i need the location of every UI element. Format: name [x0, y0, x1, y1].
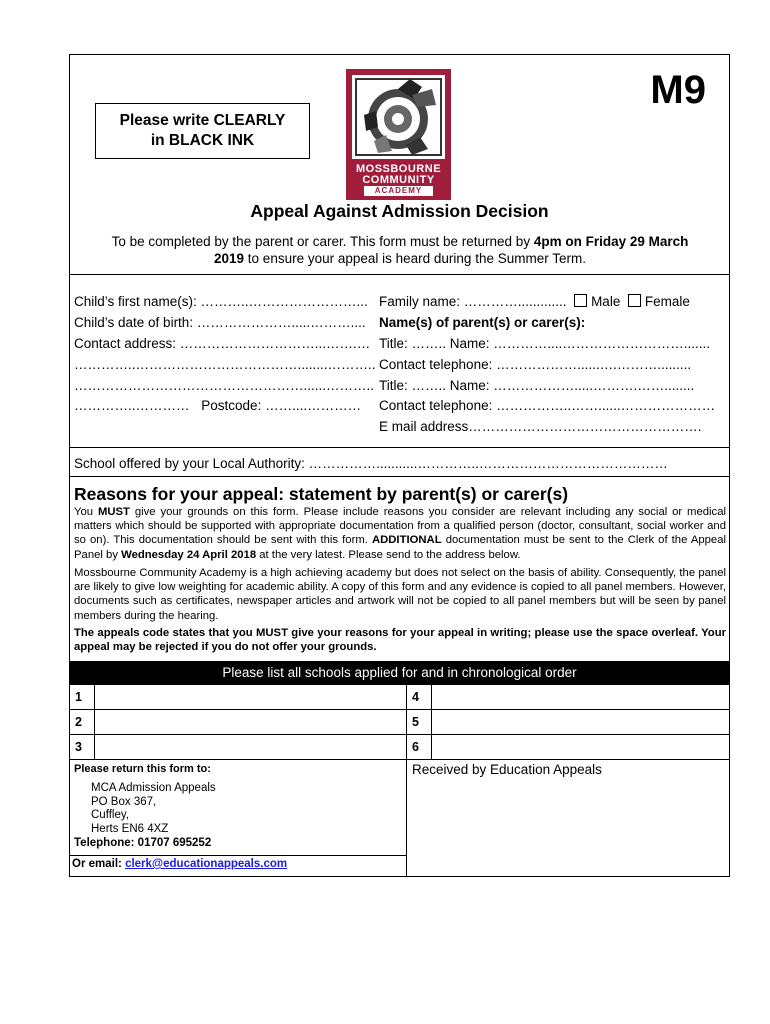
row-number: 1: [70, 685, 95, 710]
parent-2-telephone-field[interactable]: Contact telephone: ……………..……......…………………: [379, 398, 716, 413]
contact-address-line-3[interactable]: ……………………………………………......………..: [74, 378, 375, 393]
return-telephone: Telephone: 01707 695252: [74, 837, 212, 849]
page-title: Appeal Against Admission Decision: [250, 201, 549, 221]
email-address-field[interactable]: E mail address…………………………………………….: [379, 419, 702, 434]
divider-4: [69, 855, 406, 856]
notice-line-1: Please write CLEARLY: [119, 112, 286, 129]
postcode-field: Postcode: ……....…………: [201, 398, 362, 413]
form-code: M9: [650, 68, 706, 112]
row-number: 5: [407, 710, 432, 735]
p1-c: give your grounds on this form. Please include reasons you consider are relevant including any social or medical matters which should be supported with appropriate documentation from a qualified person (doctor, consultant, social worker and so on). This documentation should be sent with this form.: [74, 506, 726, 547]
female-checkbox[interactable]: [628, 294, 641, 307]
address-line: MCA Admission Appeals: [91, 782, 216, 794]
p1-b: MUST: [97, 506, 130, 518]
parent-1-telephone-field[interactable]: Contact telephone: ………………......….……….........: [379, 357, 692, 372]
row-number: 6: [407, 735, 432, 760]
school-entry-2[interactable]: [95, 710, 407, 735]
child-dob-field[interactable]: Child’s date of birth: ………………….....………....: [74, 315, 366, 330]
logo-emblem: [352, 75, 445, 159]
school-entry-1[interactable]: [95, 685, 407, 710]
logo-text-2: COMMUNITY: [362, 174, 435, 186]
intro-deadline-1: 4pm on Friday 29 March: [533, 234, 689, 249]
row-number: 4: [407, 685, 432, 710]
school-offered-field[interactable]: School offered by your Local Authority: ……………...........…………..……………………………………: [74, 456, 668, 471]
return-address: [91, 782, 216, 837]
p1-a: You: [74, 506, 98, 518]
family-name-field: Family name: ………….............: [379, 294, 567, 309]
child-first-name-field[interactable]: Child’s first name(s): ………..……………………...: [74, 294, 368, 309]
table-row: [70, 685, 730, 710]
schools-table: [69, 684, 730, 760]
address-line: PO Box 367,: [91, 795, 157, 808]
postcode-row[interactable]: [74, 398, 361, 413]
p1-f: Wednesday 24 April 2018: [121, 548, 257, 561]
address-line: Herts EN6 4XZ: [91, 823, 169, 836]
logo-text-3: ACADEMY: [364, 186, 433, 196]
divider-2: [69, 447, 730, 448]
reasons-paragraph-2: Mossbourne Community Academy is a high achieving academy but does not select on the basis of ability. Consequently, the panel are likely to give low weighting for academic ability. A copy of this form and any evidence is copied to all panel members. However, documents such as certificates, newspaper articles and artwork will not be copied to all panel members but will be seen by panel members during the hearing.: [74, 567, 726, 622]
school-entry-3[interactable]: [95, 735, 407, 760]
intro-deadline-2: 2019: [214, 251, 245, 266]
male-label: Male: [591, 294, 621, 309]
address-line-4: …………..…………: [74, 398, 190, 413]
school-entry-5[interactable]: [432, 710, 730, 735]
academy-logo: [346, 69, 451, 200]
p1-d: ADDITIONAL: [371, 534, 442, 547]
school-entry-6[interactable]: [432, 735, 730, 760]
parent-2-name-field[interactable]: Title: …….. Name: ……………….....……….……........: [379, 378, 695, 393]
male-checkbox[interactable]: [574, 294, 587, 307]
write-clearly-notice: [95, 103, 310, 159]
address-line: Cuffley,: [91, 809, 129, 822]
reasons-heading: Reasons for your appeal: statement by parent(s) or carer(s): [74, 484, 569, 504]
p1-e: documentation must be sent to the Clerk of the Appeal Panel by: [74, 534, 726, 561]
email-link[interactable]: clerk@educationappeals.com: [125, 858, 288, 870]
parents-heading: Name(s) of parent(s) or carer(s):: [379, 315, 586, 330]
row-number: 2: [70, 710, 95, 735]
female-label: Female: [644, 294, 690, 309]
intro-part-1: To be completed by the parent or carer. This form must be returned by: [111, 234, 534, 249]
row-number: 3: [70, 735, 95, 760]
return-label: Please return this form to:: [74, 763, 211, 775]
divider-1: [69, 274, 730, 275]
notice-line-2: in BLACK INK: [150, 132, 255, 149]
intro-text: [80, 233, 720, 267]
p1-g: at the very latest. Please send to the address below.: [256, 548, 521, 561]
family-name-row[interactable]: [379, 294, 690, 309]
email-label: Or email:: [72, 858, 126, 870]
intro-part-2: to ensure your appeal is heard during the Summer Term.: [244, 251, 586, 266]
email-row: [72, 858, 287, 870]
reasons-paragraph-3: The appeals code states that you MUST give your reasons for your appeal in writing; please use the space overleaf. Your appeal may be rejected if you do not offer your grounds.: [74, 627, 726, 654]
contact-address-field[interactable]: Contact address: …………………………...…….…: [74, 336, 371, 351]
contact-address-line-2[interactable]: …………..………………………………........………..: [74, 357, 376, 372]
table-row: [70, 710, 730, 735]
school-entry-4[interactable]: [432, 685, 730, 710]
parent-1-name-field[interactable]: Title: …….. Name: …………....……………………….......: [379, 336, 711, 351]
return-divider: [406, 757, 407, 877]
logo-text-1: MOSSBOURNE: [355, 163, 442, 175]
schools-header-bar: Please list all schools applied for and in chronological order: [69, 661, 730, 684]
received-label: Received by Education Appeals: [412, 762, 602, 777]
reasons-paragraph-1: [74, 505, 726, 562]
table-row: [70, 735, 730, 760]
divider-3: [69, 476, 730, 477]
